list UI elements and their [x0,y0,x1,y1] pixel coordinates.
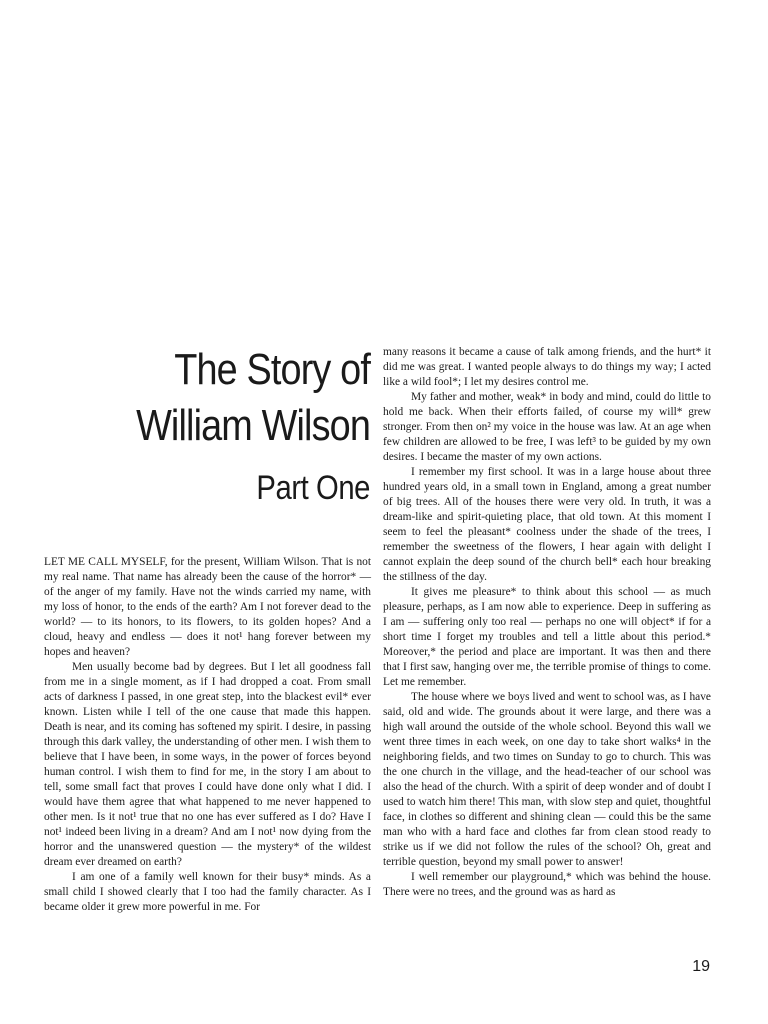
right-text-column [383,345,711,900]
story-subtitle: Part One [256,469,370,507]
paragraph: I well remember our playground,* which was behind the house. There were no trees, and the ground was as hard as [383,871,711,898]
paragraph: many reasons it became a cause of talk among friends, and the hurt* it did me was great. I wanted people always to do things my way; I acted like a wild fool*; I let my desires control me. [383,346,711,388]
paragraph: The house where we boys lived and went to school was, as I have said, old and wide. The grounds about it were large, and there was a high wall around the outside of the whole school. Beyond this wall we went three times in each week, on one day to take short walks⁴ in the neighboring fields, and two times on Sunday to go to church. This was the one church in the village, and the head-teacher of our school was also the head of the church. With a spirit of deep wonder and of doubt I used to watch him there! This man, with slow step and quiet, thoughtful face, in clothes so different and shining clean — could this be the same man who with a hard face and clothes far from clean stood ready to strike us if we did not follow the rules of the school? Oh, great and terrible question, beyond my small power to answer! [383,691,711,868]
paragraph: I remember my first school. It was in a large house about three hundred years old, in a small town in England, among a great number of big trees. All of the houses there were very old. In truth, it was a dream-like and spirit-quieting place, that old town. At this moment I seem to feel the pleasant* coolness under the shade of the trees, I remember the sweetness of the flowers, I hear again with delight I cannot explain the deep sound of the church bell* each hour breaking the stillness of the day. [383,466,711,583]
paragraph: LET ME CALL MYSELF, for the present, William Wilson. That is not my real name. That name has already been the cause of the horror* — of the anger of my family. Have not the winds carried my name, with my loss of honor, to the ends of the earth? Am I not forever dead to the world? — to its honors, to its flowers, to its golden hopes? And a cloud, heavy and endless — does it not¹ hang forever between my hopes and heaven? [44,556,371,658]
paragraph: I am one of a family well known for their busy* minds. As a small child I showed clearly that I too had the family character. As I became older it grew more powerful in me. For [44,871,371,913]
left-text-column [44,555,371,915]
paragraph: My father and mother, weak* in body and mind, could do little to hold me back. When their efforts failed, of course my will* grew stronger. From then on² my voice in the house was law. At an age when few children are allowed to be free, I was left³ to be guided by my own desires. I became the master of my own actions. [383,391,711,463]
paragraph: Men usually become bad by degrees. But I let all goodness fall from me in a single moment, as if I had dropped a coat. From small acts of darkness I passed, in one great step, into the blackest evil* ever known. Listen while I tell of the one cause that made this happen. Death is near, and its coming has softened my spirit. I desire, in passing through this dark valley, the understanding of other men. I wish them to believe that I have been, in some ways, in the power of forces beyond human control. I wish them to find for me, in the story I am about to tell, some small fact that proves I could have done only what I did. I would have them agree that what happened to me never happened to other men. Is it not¹ true that no one has ever suffered as I do? Have I not¹ indeed been living in a dream? And am I not¹ now dying from the horror and the unanswered question — the mystery* of the wildest dream ever dreamed on earth? [44,661,371,868]
page-number: 19 [692,958,710,975]
story-title-block [40,342,370,512]
story-title-line-1: The Story of [174,345,370,394]
story-title-line-2: William Wilson [136,401,370,450]
paragraph: It gives me pleasure* to think about this school — as much pleasure, perhaps, as I am now able to experience. Deep in suffering as I am — suffering only too real — perhaps no one will object* if for a short time I forget my troubles and tell a little about this period.* Moreover,* the period and place are important. It was then and there that I first saw, hanging over me, the terrible promise of things to come. Let me remember. [383,586,711,688]
